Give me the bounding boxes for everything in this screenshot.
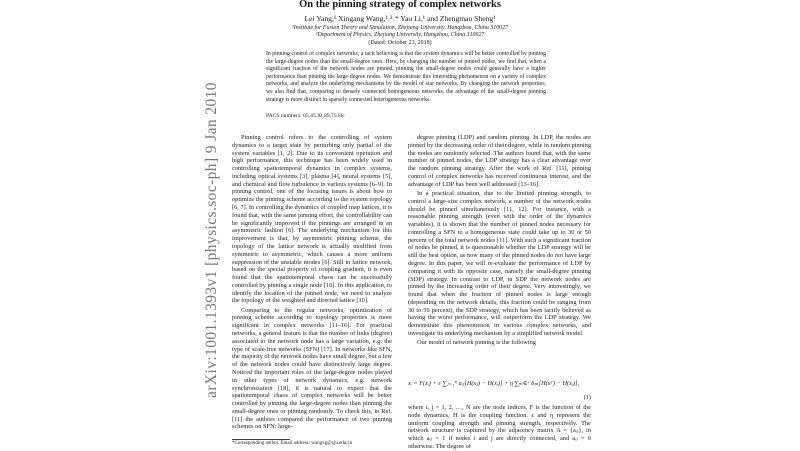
paragraph: Pinning control refers to the controlling of system dynamics to a target state by perturbing only partial of the system variables [1, 2]. Due to its convenient operation and high performance, this technique has been widely used in controlling spatiotemporal dynamics in complex systems, including optical systems [3], plasma [4], neural systems [5], and chemical and flow turbulence in various systems [6–9]. In pinning control, one of the focusing issues is about how to optimize the pinning scheme according to the system topology [6, 7]. In controlling the dynamics of coupled map lattices, it is found that, with the same pinning effort, the controllability can be significantly improved if the pinnings are arranged in an asymmetric fashion [6]. The underlying mechanism for this improvement is that, by asymmetric pinning scheme, the topology of the lattice network is actually modified from symmetric to asymmetric, which causes a more uniform suppression of the unstable modes [6]. Still in lattice network, based on the special property of coupling gradient, it is even found that the spatiotemporal chaos can be successfully controlled by pinning a single node [10]. In this application, to identify the location of the pinned node, we need to analyze the topology of the weighted and directed lattice [10]. bbox=[232, 134, 392, 305]
date-line: (Dated: October 23, 2018) bbox=[368, 40, 432, 46]
footnote-rule bbox=[232, 439, 290, 440]
equation-number: (1) bbox=[583, 394, 591, 401]
affiliation-1: ¹Institute for Fusion Theory and Simulation, Zhejiang University, Hangzhou, China 310027 bbox=[292, 25, 508, 31]
paragraph: Our model of network pinning is the following bbox=[417, 339, 536, 347]
arxiv-sidebar bbox=[200, 82, 224, 398]
paragraph: In a practical situation, due to the limited pinning strength, to control a large-size complex network, a number of the network nodes should be pinned simultaneously [11, 12]. For instance, with a reasonable pinning strength (even with the order of the dynamics variables), it is shown that the number of pinned nodes necessary for controlling a SFN to a homogeneous state could take up to 30 or 50 percent of the total network nodes [11]. With such a significant fraction of nodes be pinned, it is questionable whether the LDP strategy will be still the best option, as now many of the pinned nodes do not have large degree. In this paper, we will re-evaluate the performance of LDP by comparing it with its opposite case, namely the small-degree pinning (SDP) strategy. In contrast to LDP, in SDP the network nodes are pinned by the increasing order of their degree. Very interestingly, we found that when the fraction of pinned nodes is large enough (depending on the network details, this fraction could be ranging from 30 to 50 percent), the SDP strategy, which has been tacitly believed as having the worst performance, will outperform the LDP strategy. We demonstrate this phenomenon in various complex networks, and investigate its underlying mechanism by a simplified network model. bbox=[408, 189, 591, 338]
paragraph: Comparing to the regular networks, optimization of pinning scheme according to topology properties is more significant in complex networks [11–16]. For practical networks, a general feature is that the number of links (degree) associated to the network node has a large variation, e.g. the type of scale-free networks (SFN) [17]. In networks like SFN, the majority of the network nodes have small degree, but a few of the network nodes could have distinctively large degree. Noticed the important roles of the large-degree nodes played in other types of network dynamics, e.g. network synchronization [18], it is natural to expect that the spatiotemporal chaos of complex networks will be better controlled by pinning the large-degree nodes than pinning the small-degree ones or pinning randomly. To check this, in Ref. [11] the authors compared the performance of two pinning schemes on SFN: large- bbox=[232, 306, 392, 431]
paragraph: degree pinning (LDP) and random pinning. In LDP, the nodes are pinned by the decreasing order of their degree, while in random pinning the nodes are randomly selected. The authors found that, with the same number of pinned nodes, the LDP strategy has a clear advantage over the random pinning strategy. After the work of Ref. [11], pinning control of complex networks has received continuous interest, and the advantage of LDP has been well addressed [13–16]. bbox=[408, 134, 591, 188]
left-column bbox=[232, 134, 392, 431]
right-column bbox=[408, 134, 591, 347]
equation-1 bbox=[408, 380, 591, 387]
post-equation-text: where i, j = 1, 2, …, N are the node indices, F is the function of the node dynamics, H is the coupling function. ε and η represent the uniform coupling strength and pinning strength, respectively. The network structure is captured by the adjacency matrix A = {aᵢⱼ}, in which aᵢⱼ = 1 if nodes i and j are directly connected, and aᵢⱼ = 0 otherwise. The degree of bbox=[408, 404, 591, 450]
equation-body: xᵢ = F(xᵢ) + ε ∑ⱼ₌₁ᴺ aᵢⱼ[H(xⱼ) − H(xᵢ)] + η ∑ₘ∈ᵛ δᵢₘ[H(xᵀ) − H(xᵢ)], bbox=[408, 380, 580, 387]
abstract: In pinning control of complex networks, a tacit believing is that the system dynamics will be better controlled by pinning the large-degree nodes than the small-degree ones. Here, by changing the number of pinned nodes, we find that, when a significant fraction of the network nodes are pinned, pinning the small-degree nodes could generally have a higher performance than pinning the large-degree nodes. We demonstrate this interesting phenomenon on a variety of complex networks, and analyze the underlying mechanisms by the model of star networks. By changing the network properties, we also find that, comparing to densely connected homogeneous networks, the advantage of the small-degree pinning strategy is more distinct in sparsely connected heterogeneous networks. bbox=[266, 51, 546, 103]
pacs-numbers: PACS numbers: 05.45.Xt,89.75.Hc bbox=[266, 113, 345, 119]
author-list: Lei Yang,¹ Xingang Wang,¹˒²˒* Yao Li,¹ and Zhengmao Sheng¹ bbox=[304, 14, 496, 23]
footnote: *Corresponding author. Email address: wangxg@zju.edu.cn bbox=[232, 441, 353, 446]
arxiv-identifier: arXiv:1001.1393v1 [physics.soc-ph] 9 Jan 2010 bbox=[203, 82, 220, 398]
affiliation-2: ²Department of Physics, Zhejiang University, Hangzhou, China 310027 bbox=[315, 32, 485, 38]
paper-title: On the pinning strategy of complex networks bbox=[299, 0, 501, 10]
